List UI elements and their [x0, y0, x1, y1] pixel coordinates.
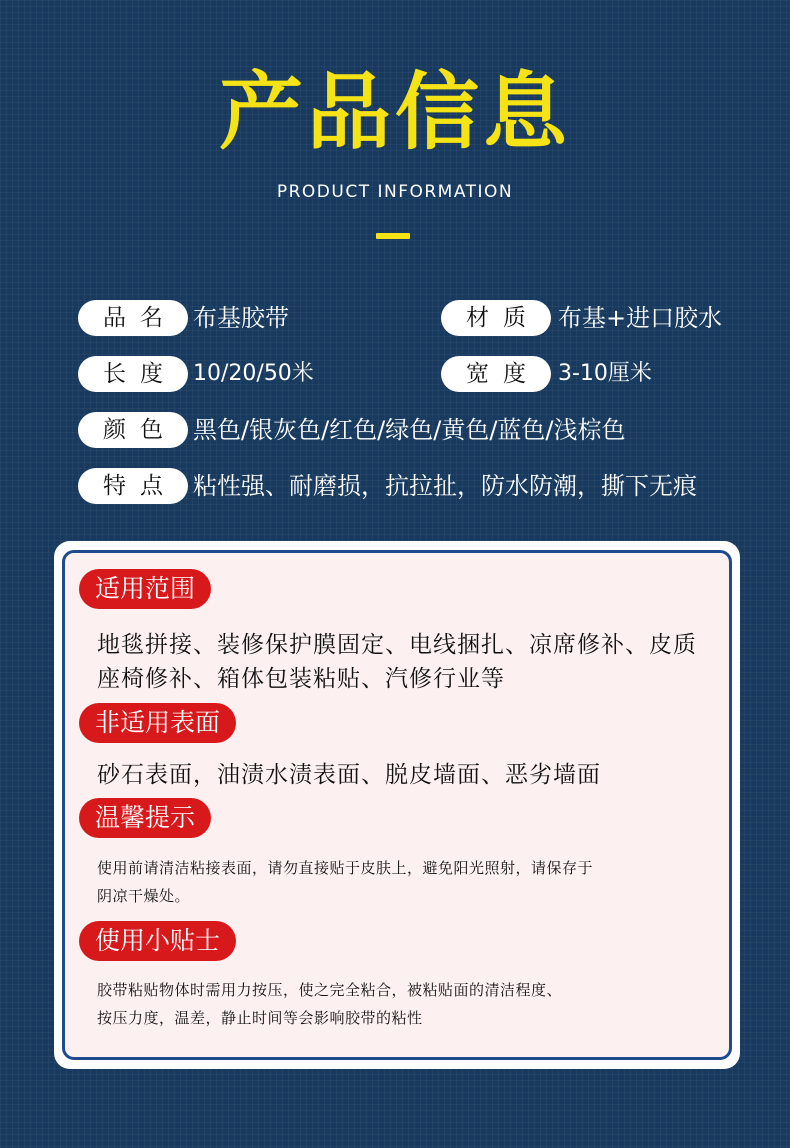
- tips-tag: 温馨提示: [79, 798, 211, 838]
- spec-value-material: 布基+进口胶水: [558, 304, 723, 332]
- spec-label-material: 材质: [441, 300, 551, 336]
- notes-card-inner: [62, 550, 732, 1060]
- spec-label-name: 品名: [78, 300, 188, 336]
- spec-value-width: 3-10厘米: [558, 361, 652, 386]
- usage-text-line2: 按压力度，温差，静止时间等会影响胶带的粘性: [97, 1009, 423, 1027]
- tips-text-line2: 阴凉干燥处。: [97, 887, 191, 905]
- title-underline: [376, 233, 410, 239]
- scope-tag: 适用范围: [79, 569, 211, 609]
- usage-tag: 使用小贴士: [79, 921, 236, 961]
- spec-label-feature: 特点: [78, 468, 188, 504]
- spec-label-width: 宽度: [441, 356, 551, 392]
- spec-label-length: 长度: [78, 356, 188, 392]
- notes-card: [54, 541, 740, 1069]
- spec-label-color: 颜色: [78, 412, 188, 448]
- scope-text-line1: 地毯拼接、装修保护膜固定、电线捆扎、凉席修补、皮质: [97, 632, 697, 658]
- page-title: 产品信息: [218, 63, 571, 161]
- spec-value-name: 布基胶带: [193, 304, 289, 332]
- scope-text-line2: 座椅修补、箱体包装粘贴、汽修行业等: [97, 666, 505, 692]
- spec-value-color: 黑色/银灰色/红色/绿色/黄色/蓝色/浅棕色: [193, 416, 626, 444]
- unsuitable-text: 砂石表面，油渍水渍表面、脱皮墙面、恶劣墙面: [97, 762, 601, 788]
- spec-value-length: 10/20/50米: [193, 361, 314, 386]
- page-subtitle: PRODUCT INFORMATION: [276, 182, 514, 202]
- usage-text-line1: 胶带粘贴物体时需用力按压，使之完全粘合，被粘贴面的清洁程度、: [97, 981, 563, 999]
- spec-value-feature: 粘性强、耐磨损，抗拉扯，防水防潮，撕下无痕: [193, 472, 697, 500]
- unsuitable-tag: 非适用表面: [79, 703, 236, 743]
- tips-text-line1: 使用前请清洁粘接表面，请勿直接贴于皮肤上，避免阳光照射，请保存于: [97, 859, 594, 877]
